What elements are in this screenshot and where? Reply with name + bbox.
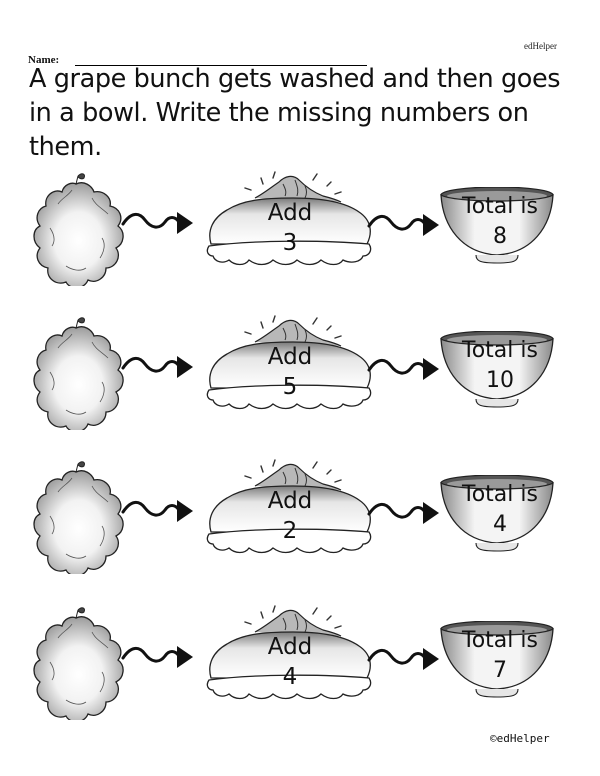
bowl-label [445,192,555,252]
bowl-label [445,336,555,396]
grape-bunch-icon [30,458,126,574]
operation-label: Add [267,200,313,226]
bowl-label [445,480,555,540]
squiggly-arrow-icon [121,208,197,238]
operation-label: Add [267,634,313,660]
total-label: Total is [462,338,538,363]
total-label: Total is [462,628,538,653]
operation-label: Add [267,488,313,514]
pot-label [230,632,350,692]
squiggly-arrow-icon [367,354,443,384]
problem-row [0,304,600,444]
grape-bunch-icon [30,314,126,430]
squiggly-arrow-icon [121,352,197,382]
squiggly-arrow-icon [367,644,443,674]
addend-value: 3 [282,230,298,256]
problem-row [0,448,600,588]
total-value: 7 [493,658,507,683]
grape-bunch-icon [30,604,126,720]
total-label: Total is [462,482,538,507]
pot-label [230,486,350,546]
addend-value: 4 [282,664,298,690]
pot-label [230,342,350,402]
instructions: A grape bunch gets washed and then goes in a bowl. Write the missing numbers on them. [29,64,561,162]
total-value: 8 [493,224,507,249]
operation-label: Add [267,344,313,370]
problem-row [0,160,600,300]
squiggly-arrow-icon [367,210,443,240]
grape-bunch-icon [30,170,126,286]
squiggly-arrow-icon [121,642,197,672]
brand-top: edHelper [524,41,557,51]
addend-value: 2 [282,518,298,544]
addend-value: 5 [282,374,298,400]
pot-label [230,198,350,258]
name-label: Name: [28,54,60,66]
total-label: Total is [462,194,538,219]
problem-row [0,594,600,734]
squiggly-arrow-icon [121,496,197,526]
total-value: 4 [493,512,507,537]
total-value: 10 [486,368,514,393]
bowl-label [445,626,555,686]
squiggly-arrow-icon [367,498,443,528]
copyright: ©edHelper [490,732,550,745]
